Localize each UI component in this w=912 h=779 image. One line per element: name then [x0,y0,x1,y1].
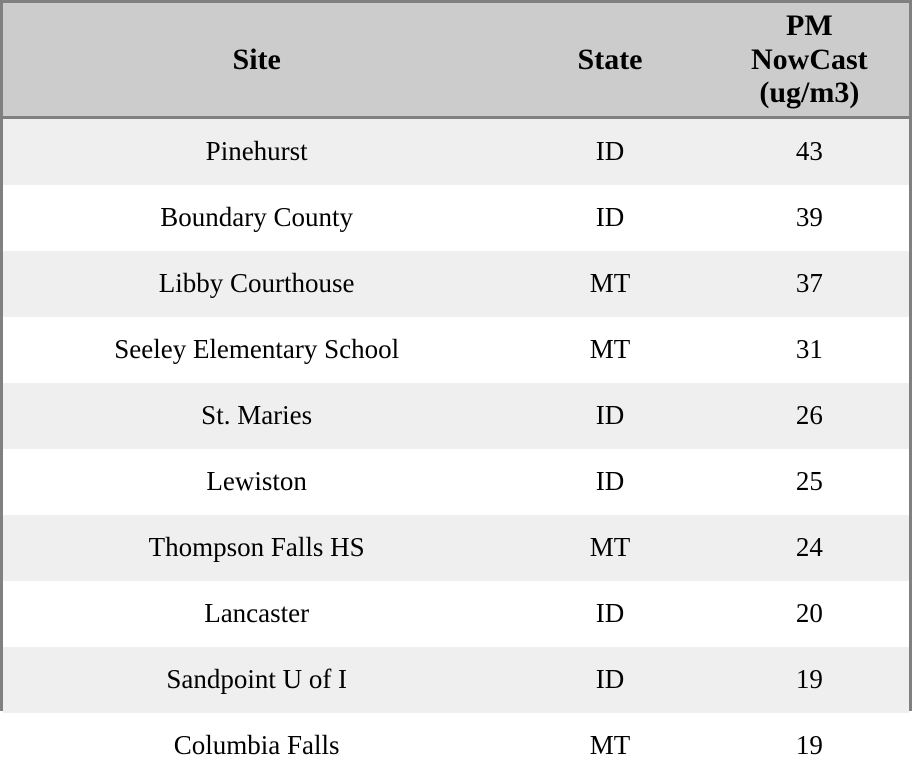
cell-state: ID [510,185,709,251]
column-header-site: Site [3,3,510,117]
cell-state: ID [510,449,709,515]
cell-site: Pinehurst [3,117,510,185]
column-header-pm-nowcast-line-2: NowCast [751,42,868,76]
cell-state: ID [510,117,709,185]
table-row [3,647,909,713]
air-quality-table [3,3,909,779]
table-header-row [3,3,909,117]
cell-state: ID [510,383,709,449]
table-row [3,515,909,581]
column-header-pm-nowcast [710,3,909,117]
cell-site: St. Maries [3,383,510,449]
cell-value: 37 [710,251,909,317]
table-header [3,3,909,117]
column-header-pm-nowcast-line-1: PM [786,9,833,42]
table-row [3,581,909,647]
cell-site: Boundary County [3,185,510,251]
cell-state: MT [510,317,709,383]
cell-state: ID [510,647,709,713]
table-row [3,449,909,515]
table-row [3,317,909,383]
cell-site: Sandpoint U of I [3,647,510,713]
cell-site: Lewiston [3,449,510,515]
cell-value: 25 [710,449,909,515]
cell-site: Libby Courthouse [3,251,510,317]
cell-value: 31 [710,317,909,383]
cell-value: 26 [710,383,909,449]
table-row [3,713,909,779]
table-row [3,251,909,317]
table-row [3,117,909,185]
cell-state: ID [510,581,709,647]
cell-site: Seeley Elementary School [3,317,510,383]
cell-value: 39 [710,185,909,251]
cell-site: Thompson Falls HS [3,515,510,581]
table-row [3,383,909,449]
cell-site: Lancaster [3,581,510,647]
cell-state: MT [510,515,709,581]
cell-value: 24 [710,515,909,581]
table-body [3,117,909,779]
column-header-state: State [510,3,709,117]
table-row [3,185,909,251]
cell-state: MT [510,251,709,317]
column-header-pm-nowcast-line-3: (ug/m3) [759,76,860,110]
cell-value: 19 [710,647,909,713]
cell-value: 20 [710,581,909,647]
cell-site: Columbia Falls [3,713,510,779]
cell-value: 43 [710,117,909,185]
cell-value: 19 [710,713,909,779]
cell-state: MT [510,713,709,779]
